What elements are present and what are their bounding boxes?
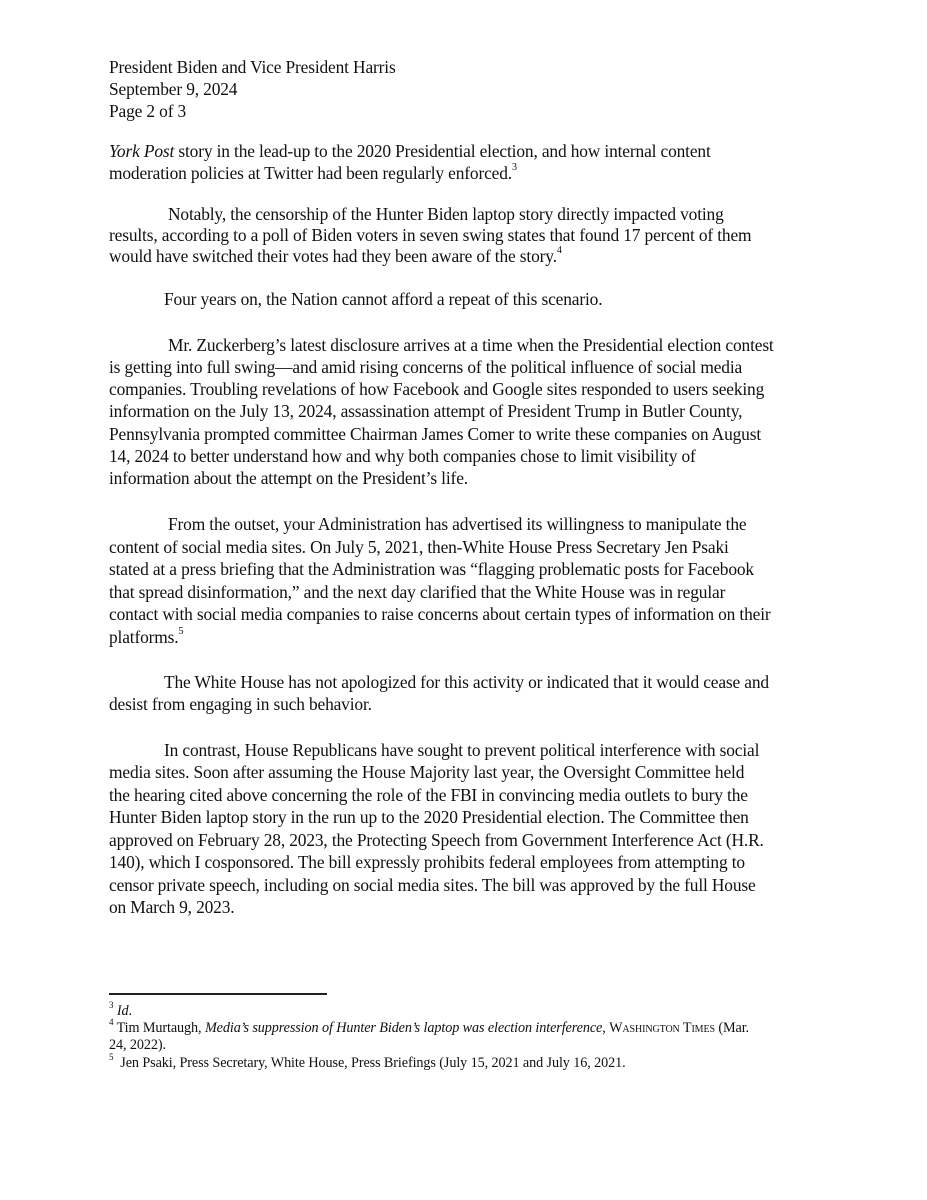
paragraph-line: censor private speech, including on social media sites. The bill was approved by the full House: [109, 875, 756, 895]
header-page-number: Page 2 of 3: [109, 101, 187, 121]
paragraph-line: desist from engaging in such behavior.: [109, 694, 372, 714]
footnote-ref: 4: [556, 245, 562, 257]
paragraph-line: moderation policies at Twitter had been regularly enforced.$^3$: [109, 162, 517, 183]
footnote-ref: 3: [511, 162, 517, 174]
footnote-3: $^3$ Id.: [109, 1000, 132, 1019]
paragraph-line: content of social media sites. On July 5, 2021, then-White House Press Secretary Jen Psaki: [109, 537, 729, 557]
paragraph-line: Four years on, the Nation cannot afford a repeat of this scenario.: [164, 289, 603, 309]
footnote-4: $^4$ Tim Murtaugh, Media’s suppression of Hunter Biden’s laptop was election interference, Washington Times (Mar.: [109, 1017, 750, 1036]
paragraph-line: approved on February 28, 2023, the Protecting Speech from Government Interference Act (H.R.: [109, 830, 764, 850]
paragraph-line: results, according to a poll of Biden voters in seven swing states that found 17 percent of them: [109, 225, 752, 245]
header-recipient: President Biden and Vice President Harris: [109, 57, 396, 77]
paragraph-line: contact with social media companies to raise concerns about certain types of information on their: [109, 604, 771, 624]
publication-name: Washington Times: [609, 1020, 715, 1036]
paragraph-line: the hearing cited above concerning the role of the FBI in convincing media outlets to bury the: [109, 785, 748, 805]
footnote-4-continued: 24, 2022).: [109, 1037, 166, 1053]
footnote-divider: [109, 993, 327, 995]
paragraph-line: would have switched their votes had they been aware of the story.$^4$: [109, 245, 562, 266]
paragraph-line: 14, 2024 to better understand how and why both companies chose to limit visibility of: [109, 446, 696, 466]
paragraph-line: information about the attempt on the President’s life.: [109, 468, 468, 488]
paragraph-line: Notably, the censorship of the Hunter Biden laptop story directly impacted voting: [168, 204, 724, 224]
paragraph-line: In contrast, House Republicans have sought to prevent political interference with social: [164, 740, 760, 760]
paragraph-line: Pennsylvania prompted committee Chairman James Comer to write these companies on August: [109, 424, 762, 444]
paragraph-line: platforms.$^5$: [109, 626, 184, 647]
paragraph-line: information on the July 13, 2024, assassination attempt of President Trump in Butler County,: [109, 401, 743, 421]
paragraph-line: 140), which I cosponsored. The bill expressly prohibits federal employees from attempting to: [109, 852, 745, 872]
paragraph-line: Hunter Biden laptop story in the run up to the 2020 Presidential election. The Committee then: [109, 807, 749, 827]
paragraph-line: that spread disinformation,” and the next day clarified that the White House was in regular: [109, 582, 726, 602]
paragraph-line: media sites. Soon after assuming the House Majority last year, the Oversight Committee held: [109, 762, 745, 782]
paragraph-line: on March 9, 2023.: [109, 897, 235, 917]
footnote-ref: 5: [178, 626, 184, 638]
paragraph-line: The White House has not apologized for this activity or indicated that it would cease and: [164, 672, 769, 692]
footnote-5: $^5$ Jen Psaki, Press Secretary, White House, Press Briefings (July 15, 2021 and July 16, 2021.: [109, 1052, 626, 1071]
paragraph-line: From the outset, your Administration has advertised its willingness to manipulate the: [168, 514, 747, 534]
header-date: September 9, 2024: [109, 79, 238, 99]
paragraph-line: stated at a press briefing that the Administration was “flagging problematic posts for Facebook: [109, 559, 754, 579]
paragraph-line: York Post story in the lead-up to the 2020 Presidential election, and how internal content: [109, 141, 711, 161]
italic-text: York Post: [109, 141, 175, 161]
paragraph-line: is getting into full swing—and amid rising concerns of the political influence of social media: [109, 357, 743, 377]
paragraph-line: Mr. Zuckerberg’s latest disclosure arrives at a time when the Presidential election contest: [168, 335, 774, 355]
paragraph-line: companies. Troubling revelations of how Facebook and Google sites responded to users seeking: [109, 379, 765, 399]
